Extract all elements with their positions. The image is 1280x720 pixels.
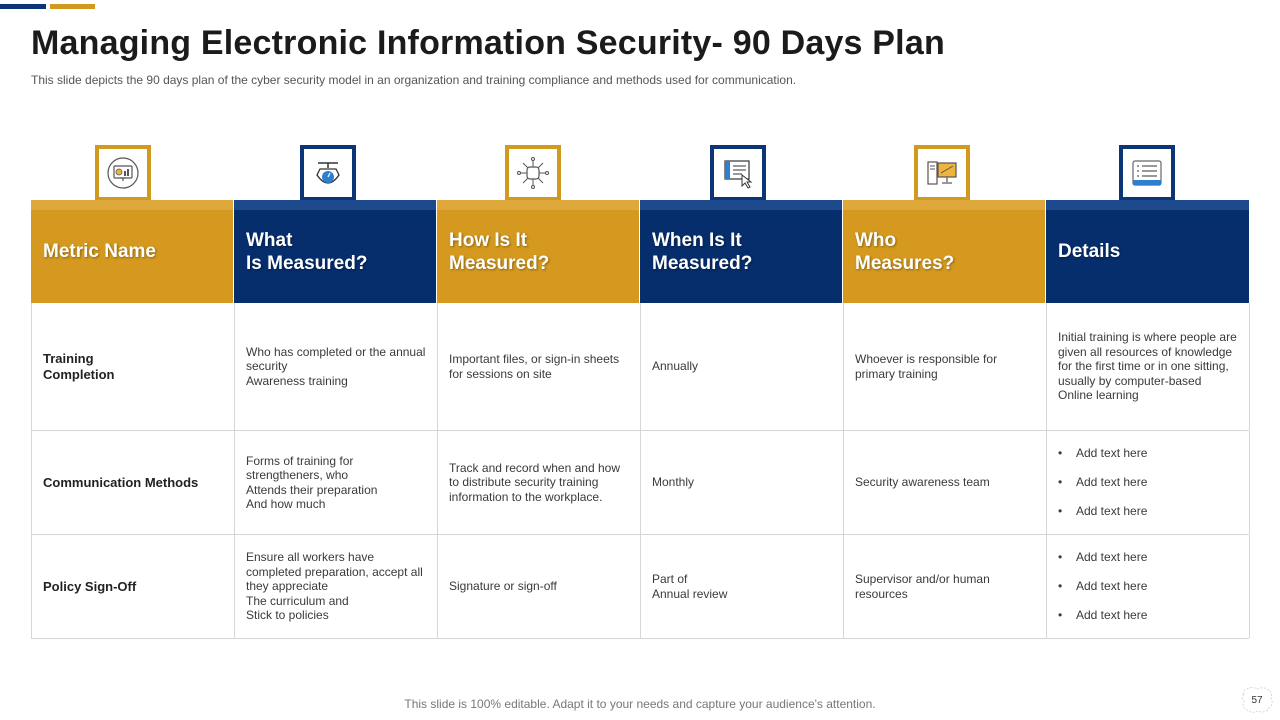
details-cell xyxy=(1047,535,1250,638)
when-cell: Part of Annual review xyxy=(641,535,844,638)
accent-bar-gold xyxy=(50,4,95,9)
what-cell: Who has completed or the annual security Awareness training xyxy=(235,303,438,430)
how-cell: Signature or sign-off xyxy=(438,535,641,638)
page-number-text: 57 xyxy=(1251,694,1263,706)
what-cell: Forms of training for strengtheners, who Attends their preparation And how much xyxy=(235,431,438,534)
list-item: • Add text here xyxy=(1076,504,1147,518)
when-cell: Annually xyxy=(641,303,844,430)
list-item: • Add text here xyxy=(1076,550,1147,564)
list-item: • Add text here xyxy=(1076,446,1147,460)
header-how-is-it-measured: How Is It Measured? xyxy=(437,200,640,303)
header-when-is-it-measured: When Is It Measured? xyxy=(640,200,843,303)
when-cell: Monthly xyxy=(641,431,844,534)
slide-subtitle: This slide depicts the 90 days plan of the cyber security model in an organization and training compliance and methods used for communication. xyxy=(31,73,797,87)
computer-desk-icon xyxy=(914,145,970,201)
header-details: Details xyxy=(1046,200,1249,303)
who-cell: Supervisor and/or human resources xyxy=(844,535,1047,638)
circuit-chip-icon xyxy=(505,145,561,201)
list-item: • Add text here xyxy=(1076,608,1147,622)
list-item: • Add text here xyxy=(1076,475,1147,489)
details-bullet-list xyxy=(1058,432,1147,533)
footer-note: This slide is 100% editable. Adapt it to your needs and capture your audience's attention. xyxy=(404,697,876,711)
details-cell xyxy=(1047,431,1250,534)
list-window-icon xyxy=(1119,145,1175,201)
dashboard-monitor-icon xyxy=(95,145,151,201)
how-cell: Track and record when and how to distribute security training information to the workplace. xyxy=(438,431,641,534)
metric-name-cell: Communication Methods xyxy=(32,431,235,534)
details-cell: Initial training is where people are given all resources of knowledge for the first time or in one sitting, usually by computer-based Online learning xyxy=(1047,303,1250,430)
metric-name-cell: Policy Sign-Off xyxy=(32,535,235,638)
header-who-measures: Who Measures? xyxy=(843,200,1046,303)
table-row xyxy=(31,303,1249,431)
table-row xyxy=(31,431,1249,535)
what-cell: Ensure all workers have completed preparation, accept all they appreciate The curriculum and Stick to policies xyxy=(235,535,438,638)
metric-name-cell: Training Completion xyxy=(32,303,235,430)
weighing-scale-icon xyxy=(300,145,356,201)
table-header-row xyxy=(31,200,1249,303)
who-cell: Whoever is responsible for primary training xyxy=(844,303,1047,430)
who-cell: Security awareness team xyxy=(844,431,1047,534)
document-click-icon xyxy=(710,145,766,201)
page-number xyxy=(1240,686,1274,714)
metrics-table xyxy=(31,200,1249,639)
accent-bar-navy xyxy=(0,4,46,9)
details-bullet-list xyxy=(1058,536,1147,637)
header-what-is-measured: What Is Measured? xyxy=(234,200,437,303)
header-metric-name: Metric Name xyxy=(31,200,234,303)
list-item: • Add text here xyxy=(1076,579,1147,593)
how-cell: Important files, or sign-in sheets for sessions on site xyxy=(438,303,641,430)
slide-title: Managing Electronic Information Security- 90 Days Plan xyxy=(31,24,945,62)
table-row xyxy=(31,535,1249,639)
